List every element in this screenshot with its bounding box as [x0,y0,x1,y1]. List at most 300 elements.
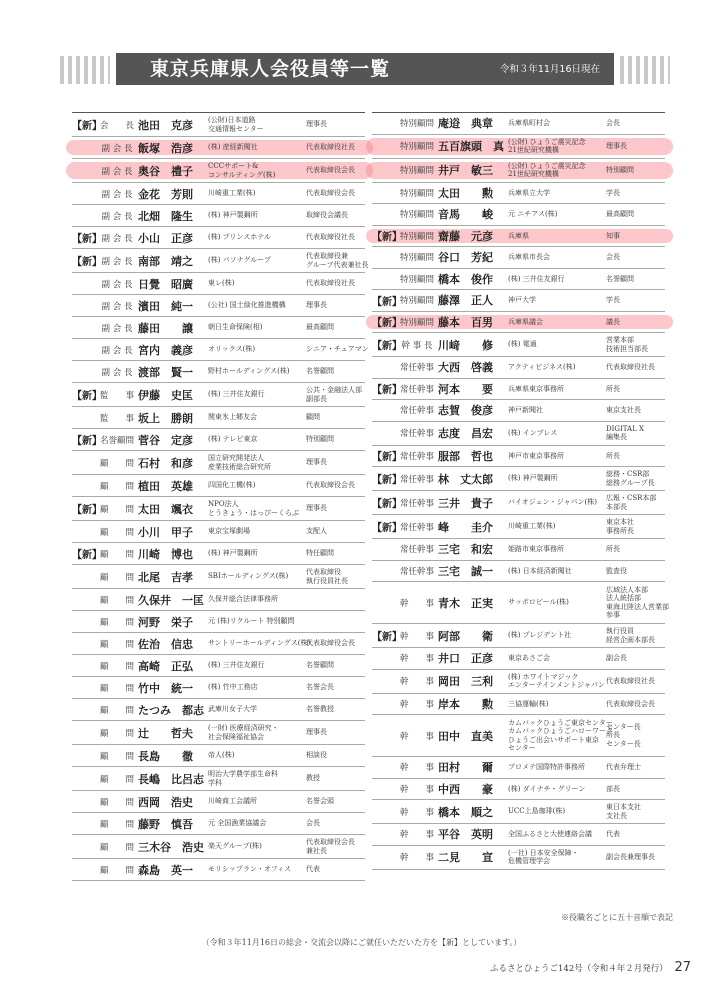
organization-cell: 兵庫県東京事務所 [508,384,564,393]
organization-cell: 神戸市東京事務所 [508,451,564,460]
organization-cell: 国立研究開発法人 産業技術総合研究所 [208,454,271,471]
organization-cell: プロメテ国際特許事務所 [508,763,585,771]
new-badge [72,451,98,474]
new-badge: 【新】 [72,436,102,447]
table-row [372,159,665,183]
new-badge [72,273,98,294]
name-cell: 石村 和彦 [138,456,193,470]
role-cell: 副 会 長 [101,301,133,312]
organization-cell: (株) 神戸製鋼所 [208,549,258,558]
table-row [72,655,365,677]
organization-cell: 朝日生命保険(相) [208,323,263,332]
new-badge [372,422,398,445]
role-cell: 顧 問 [99,705,134,716]
role-cell: 幹 事 [399,830,434,841]
role-cell: 幹 事 [399,631,434,642]
name-cell: 金花 芳則 [138,187,193,201]
name-cell: 庵逧 典章 [438,117,493,131]
table-row [72,497,365,521]
position-cell: 顧問 [306,413,320,422]
name-cell: 西岡 浩史 [138,795,193,809]
new-badge [372,582,398,623]
position-cell: 部長 [606,784,620,793]
table-row [72,383,365,407]
table-row [372,846,665,870]
table-row [72,813,365,835]
table-row [72,521,365,543]
name-cell: 田村 爾 [438,761,493,775]
table-row [372,539,665,561]
new-badge [72,677,98,698]
new-badge: 【新】 [72,391,102,402]
role-cell: 監 事 [99,413,134,424]
table-row [372,670,665,694]
role-cell: 副 会 長 [101,143,133,154]
new-badge: 【新】 [372,523,402,534]
new-badge: 【新】 [372,318,402,330]
organization-cell: 兵庫県町村会 [508,119,550,127]
position-cell: 東日本支社 支社長 [606,803,641,820]
new-badge [72,565,98,588]
name-cell: 大西 啓義 [438,361,493,375]
position-cell: 理事長 [306,504,327,513]
table-row [72,745,365,767]
role-cell: 幹 事 [399,784,434,795]
name-cell: 藤本 百男 [438,315,493,329]
new-badge [72,835,98,858]
new-badge [372,539,398,560]
name-cell: 小山 正彦 [138,231,193,245]
role-cell: 顧 問 [99,683,134,694]
new-badge [72,699,98,720]
position-cell: 名誉顧問 [306,367,334,376]
name-cell: 太田 颯衣 [138,502,193,516]
new-badge: 【新】 [372,499,402,510]
table-row [372,561,665,583]
position-cell: 代表取締役兼 グループ代表兼社長 [306,252,369,269]
role-cell: 常任幹事 [399,545,434,556]
organization-cell: オリックス(株) [208,345,256,354]
name-cell: 宮内 義彦 [138,343,193,357]
role-cell: 顧 問 [99,865,134,876]
organization-cell: 武庫川女子大学 [208,705,257,714]
position-cell: 代表取締役会長 [306,166,355,175]
table-row [72,317,365,339]
organization-cell: 元 ニチアス(株) [508,210,558,218]
role-cell: 常任幹事 [399,384,434,395]
position-cell: 名誉会頭 [306,797,334,806]
new-badge [372,757,398,778]
table-row [72,589,365,611]
role-cell: 常任幹事 [399,566,434,577]
organization-cell: 楽天グループ(株) [208,842,262,851]
position-cell: 代表取締役会長 [306,189,355,198]
role-cell: 幹 事 長 [401,340,433,351]
organization-cell: 神戸新聞社 [508,406,543,414]
organization-cell: (株) 電通 [508,340,537,349]
position-cell: 特別顧問 [606,165,634,174]
position-cell: 教授 [306,774,320,783]
role-cell: 顧 問 [99,661,134,672]
position-cell: 名誉教授 [306,705,334,714]
position-cell: 代表取締役会長 [606,699,655,708]
name-cell: 藤野 慎吾 [138,817,193,831]
table-row [372,694,665,716]
new-badge: 【新】 [72,505,102,516]
role-cell: 特別顧問 [399,188,434,199]
table-row [72,113,365,137]
organization-cell: (株) テレビ東京 [208,435,258,444]
organization-cell: (株) 日本経済新聞社 [508,566,572,575]
table-row [372,333,665,357]
name-cell: 植田 英雄 [138,479,193,493]
page-footer [490,960,691,975]
position-cell: 会長 [606,253,620,261]
position-cell: 代表取締役社長 [306,279,355,288]
role-cell: 副 会 長 [101,166,133,177]
position-cell: 最高顧問 [606,210,634,218]
role-cell: 顧 問 [99,458,134,469]
name-cell: 三井 貴子 [438,496,493,510]
table-row [372,312,665,334]
new-badge [372,846,398,869]
position-cell: 会長 [606,119,620,127]
name-cell: 橋本 順之 [438,805,493,819]
organization-cell: SBIホールディングス(株) [208,572,289,581]
role-cell: 顧 問 [99,504,134,515]
new-badge [72,295,98,316]
organization-cell: (株) 三井住友銀行 [508,274,565,283]
position-cell: 特任顧問 [306,549,334,558]
table-row [72,475,365,497]
table-row [372,446,665,468]
page-title: 東京兵庫県人会役員等一覧 [150,58,391,80]
new-badge [372,715,398,756]
table-row [72,451,365,475]
organization-cell: (公財)日本道路 交通情報センター [208,116,264,133]
organization-cell: 元 全国漁業協議会 [208,819,267,828]
role-cell: 顧 問 [99,819,134,830]
new-badge: 【新】 [372,296,402,308]
name-cell: 伊藤 史匡 [138,388,193,402]
role-cell: 顧 問 [99,751,134,762]
name-cell: 森島 英一 [138,863,193,877]
name-cell: 林 丈太郎 [438,472,493,486]
name-cell: 河野 栄子 [138,615,193,629]
role-cell: 特別顧問 [399,231,434,242]
role-cell: 顧 問 [99,549,134,560]
name-cell: 五百旗頭 真 [438,140,504,153]
new-badge [72,361,98,382]
role-cell: 幹 事 [399,699,434,710]
name-cell: 北畑 隆生 [138,209,193,223]
table-row [372,113,665,135]
new-badge: 【新】 [72,121,102,132]
role-cell: 特別顧問 [399,210,434,221]
organization-cell: 三協運輸(株) [508,699,549,708]
role-cell: 顧 問 [99,617,134,628]
position-cell: 代表取締役会長 [306,481,355,490]
name-cell: 三宅 和宏 [438,543,493,557]
organization-cell: 帝人(株) [208,751,235,760]
table-row [72,159,365,183]
role-cell: 常任幹事 [399,522,434,533]
name-cell: 小川 甲子 [138,525,193,539]
position-cell: 特別顧問 [306,435,334,444]
organization-cell: (株) 三井住友銀行 [208,390,265,399]
organization-cell: モリシップラン・オフィス [208,865,292,874]
table-row [372,290,665,312]
new-badge [72,721,98,744]
role-cell: 会 長 [99,120,134,131]
role-cell: 特別顧問 [399,253,434,264]
role-cell: 幹 事 [399,677,434,687]
position-cell: 代表弁理士 [606,763,641,771]
role-cell: 顧 問 [99,595,134,606]
new-badge [372,113,398,134]
role-cell: 名誉顧問 [99,435,134,446]
organization-cell: 川崎重工業(株) [208,189,256,198]
role-cell: 常任幹事 [399,406,434,417]
organization-cell: 四国化工機(株) [208,481,256,490]
new-badge [72,317,98,338]
organization-cell: 川崎重工業(株) [508,522,556,531]
new-badge [72,633,98,654]
role-cell: 常任幹事 [399,451,434,462]
table-row [372,204,665,226]
role-cell: 幹 事 [399,763,434,774]
organization-cell: CCCサポート& コンサルティング(株) [208,162,276,179]
name-cell: 奥谷 禮子 [138,164,193,178]
new-badge [72,159,98,182]
position-cell: 支配人 [306,527,327,536]
issue-info: ふるさとひょうご142号（令和４年２月発行） [490,964,668,974]
position-cell: 代表取締役社長 [306,143,355,152]
organization-cell: (株) プレジデント社 [508,631,572,640]
role-cell: 特別顧問 [399,317,434,328]
name-cell: たつみ 都志 [138,703,204,717]
new-badge [72,611,98,632]
role-cell: 副 会 長 [101,211,133,222]
organization-cell: (一社) 日本安全保障・ 危機管理学会 [508,848,579,865]
organization-cell: 元 (株)リクルート 特別顧問 [208,617,295,626]
table-row [72,339,369,361]
table-row [72,791,365,813]
name-cell: 三木谷 浩史 [138,840,204,854]
position-cell: 所長 [606,545,620,553]
name-cell: 河本 要 [438,382,493,396]
position-cell: 代表取締役 執行役員社長 [306,568,348,585]
table-row [72,249,369,273]
position-cell [306,589,366,610]
header-stripes-left [60,56,110,84]
footer-note: （令和３年11月16日の総会・交流会以降にご就任いただいた方を【新】としています。） [201,938,522,947]
new-badge [372,400,398,421]
new-badge [72,791,98,812]
position-cell: 代表取締役社長 [306,233,355,242]
table-row [372,269,665,291]
name-cell: 三宅 誠一 [438,564,493,578]
organization-cell: (株) ホワイトマジック エンターテインメントジャパン [508,672,605,689]
new-badge: 【新】 [72,257,102,268]
page-header [60,50,670,90]
name-cell: 志度 昌宏 [438,427,493,440]
position-cell: 代表取締役会長 兼社長 [306,838,355,855]
role-cell: 顧 問 [99,481,134,492]
table-row [372,491,665,515]
position-cell: 監査役 [606,566,627,575]
organization-cell: (株) インプレス [508,428,558,437]
name-cell: 川﨑 修 [438,338,493,352]
organization-cell: 東京あさご会 [508,654,550,662]
position-cell: 理事長 [306,728,327,737]
organization-cell: (公財) ひょうご震災記念 21世紀研究機構 [508,137,586,154]
officer-table-right [372,112,669,870]
new-badge [372,183,398,204]
header-stripes-right [620,56,670,84]
organization-cell: 明治大学農学部生命科 学科 [208,770,278,787]
position-cell: 理事長 [606,141,627,150]
new-badge [372,670,398,693]
name-cell: 久保井 一匡 [138,593,204,607]
organization-cell: バイオジェン・ジャパン(株) [508,498,597,507]
name-cell: 齋藤 元彦 [438,229,493,243]
organization-cell: 兵庫県 [508,231,529,240]
role-cell: 特別顧問 [399,166,434,176]
organization-cell: サントリーホールディングス(株) [208,639,311,648]
role-cell: 特別顧問 [399,296,434,307]
name-cell: 青木 正実 [438,596,493,610]
position-cell: 代表取締役会長 [306,639,355,648]
name-cell: 太田 勲 [438,186,493,200]
table-row [72,407,365,429]
new-badge [72,589,98,610]
position-cell: シニア・チェアマン [306,345,369,354]
name-cell: 飯塚 浩彦 [138,141,193,155]
name-cell: 中西 豪 [438,782,493,796]
table-row [72,721,365,745]
organization-cell: NPO法人 とうきょう・はっぴーくらぶ [208,500,299,517]
position-cell [306,611,366,632]
name-cell: 辻 哲夫 [138,726,193,740]
new-badge [72,183,98,204]
name-cell: 菅谷 定彦 [138,433,193,447]
new-badge [72,407,98,428]
organization-cell: (株) プリンスホテル [208,233,271,242]
position-cell: 東京支社長 [606,406,641,414]
table-row [72,361,365,383]
name-cell: 南部 靖之 [138,254,193,268]
as-of-date: 令和３年11月16日現在 [499,64,600,75]
role-cell: 常任幹事 [399,429,434,439]
position-cell: 公共・金融法人部 副部長 [306,386,362,403]
name-cell: 音馬 峻 [438,208,493,222]
role-cell: 副 会 長 [101,323,133,334]
organization-cell: 姫路市東京事務所 [508,545,564,553]
name-cell: 長嶋 比呂志 [138,772,204,786]
new-badge [372,800,398,823]
position-cell: 代表取締役社長 [606,676,655,685]
position-cell: 東京本社 事務所長 [606,518,634,535]
organization-cell: (株) 神戸製鋼所 [208,211,258,220]
position-cell: センター長 所長 センター長 [606,722,641,748]
name-cell: 橋本 俊作 [438,272,493,286]
organization-cell: (株) パソナグループ [208,256,271,265]
table-row [372,582,669,624]
name-cell: 井戸 敏三 [438,164,493,177]
new-badge [372,824,398,845]
name-cell: 平谷 英明 [438,828,493,842]
name-cell: 阿部 衛 [438,629,493,643]
new-badge: 【新】 [372,232,402,244]
position-cell: 取締役会議長 [306,211,348,220]
new-badge: 【新】 [372,475,402,486]
organization-cell: 神戸大学 [508,296,536,304]
sort-note: ※役職名ごとに五十音順で表記 [561,913,673,922]
organization-cell: 川崎商工会議所 [208,797,257,806]
organization-cell: (株) 産経新聞社 [208,143,258,152]
role-cell: 常任幹事 [399,498,434,509]
position-cell: 名誉会長 [306,683,334,692]
new-badge [72,655,98,676]
position-cell: 理事長 [306,458,327,467]
position-cell: 所長 [606,384,620,393]
position-cell: DIGITAL X 編集長 [606,424,644,441]
position-cell: 代表取締役社長 [606,363,655,371]
table-row [72,183,365,205]
table-row [72,677,365,699]
position-cell: 営業本部 技術担当部長 [606,336,648,353]
page-number: 27 [674,960,691,975]
new-badge [372,648,398,669]
role-cell: 副 会 長 [101,367,133,378]
organization-cell: 全国ふるさと大使連絡会議 [508,830,592,838]
organization-cell: 東京宝塚劇場 [208,527,250,536]
table-row [372,824,665,846]
table-row [72,429,365,451]
organization-cell: UCC上島珈琲(株) [508,807,566,816]
table-row [372,648,665,670]
table-row [372,379,665,401]
position-cell: 理事長 [306,301,327,310]
table-row [372,715,665,757]
position-cell: 学長 [606,188,620,197]
organization-cell: アクティビジネス(株) [508,363,576,371]
role-cell: 副 会 長 [101,279,133,290]
organization-cell: (株) ダイナチ・グリーン [508,784,586,793]
organization-cell: 東レ(株) [208,279,235,288]
new-badge [72,813,98,834]
role-cell: 顧 問 [99,842,134,853]
organization-cell: 久保井総合法律事務所 [208,595,278,604]
role-cell: 顧 問 [99,572,134,583]
name-cell: 岡田 三利 [438,675,493,688]
new-badge: 【新】 [372,632,402,643]
name-cell: 竹中 統一 [138,681,193,695]
organization-cell: (一財) 医療経済研究・ 社会保険福祉協会 [208,724,279,741]
name-cell: 北尾 吉孝 [138,570,193,584]
new-badge [72,521,98,542]
name-cell: 佐治 信忠 [138,637,193,651]
organization-cell: 兵庫県市長会 [508,253,550,261]
role-cell: 副 会 長 [101,345,133,356]
table-row [372,757,665,779]
table-row [372,624,665,648]
name-cell: 濱田 純一 [138,299,193,313]
table-row [372,226,665,248]
role-cell: 顧 問 [99,728,134,739]
table-row [372,800,665,824]
